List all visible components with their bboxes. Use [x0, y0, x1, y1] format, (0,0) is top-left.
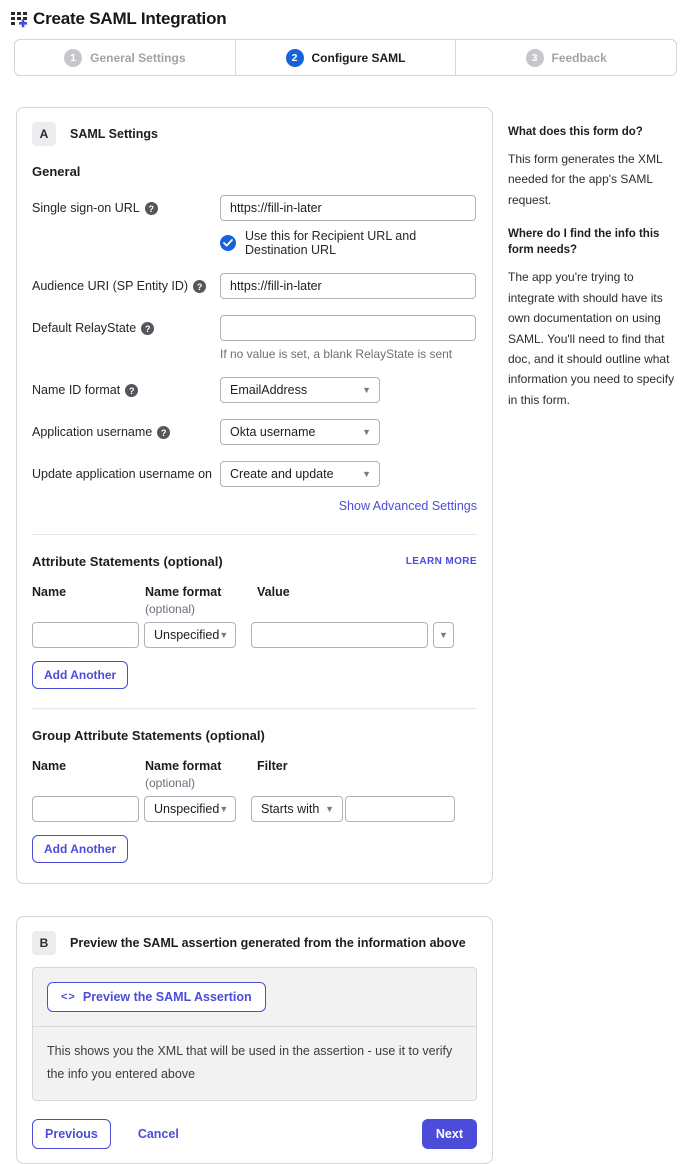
next-button[interactable]: Next	[422, 1119, 477, 1149]
section-a-badge: A	[32, 122, 56, 146]
app-username-help-icon[interactable]: ?	[157, 426, 170, 439]
sso-url-help-icon[interactable]: ?	[145, 202, 158, 215]
cancel-link[interactable]: Cancel	[137, 1127, 179, 1141]
relay-state-help-icon[interactable]: ?	[141, 322, 154, 335]
general-heading: General	[32, 164, 81, 179]
app-username-select[interactable]	[220, 419, 380, 445]
wizard-footer	[32, 1119, 477, 1149]
sso-url-input[interactable]	[220, 195, 476, 221]
app-username-row	[32, 419, 477, 445]
recipient-url-checkbox-label: Use this for Recipient URL and Destination URL	[245, 229, 417, 257]
app-username-value: Okta username	[230, 425, 316, 439]
relay-state-label-wrap	[32, 315, 220, 361]
chevron-down-icon: ▼	[325, 803, 334, 814]
show-advanced-settings-link[interactable]: Show Advanced Settings	[338, 499, 477, 513]
page-title: Create SAML Integration	[33, 9, 227, 28]
preview-button-label: Preview the SAML Assertion	[82, 990, 252, 1004]
learn-more-link[interactable]: LEARN MORE	[405, 556, 477, 567]
group-filter-type-select[interactable]: Starts with ▼	[251, 796, 343, 822]
relay-state-input[interactable]	[220, 315, 476, 341]
sso-url-label-wrap	[32, 195, 220, 257]
recipient-url-checkbox-row	[220, 229, 477, 257]
group-filter-value-input[interactable]	[345, 796, 455, 822]
group-attribute-statement-row	[32, 796, 477, 822]
preview-title: Preview the SAML assertion generated from the information above	[70, 936, 466, 950]
name-id-format-help-icon[interactable]: ?	[125, 384, 138, 397]
wizard-steps	[14, 39, 677, 76]
update-app-username-row	[32, 461, 477, 487]
update-app-username-select[interactable]	[220, 461, 380, 487]
step-1-label: General Settings	[90, 50, 186, 65]
page-header	[0, 0, 691, 36]
recipient-url-checkbox[interactable]	[220, 235, 236, 251]
step-general-settings[interactable]	[15, 40, 235, 75]
attr-value-combo-button[interactable]	[433, 622, 454, 648]
audience-uri-label-wrap	[32, 273, 220, 299]
chevron-down-icon: ▼	[219, 629, 229, 640]
name-id-format-select[interactable]	[220, 377, 380, 403]
col-name: Name	[32, 759, 67, 773]
code-icon: <>	[61, 991, 76, 1003]
step-2-label: Configure SAML	[311, 50, 406, 65]
attribute-columns	[32, 585, 477, 616]
group-attribute-columns	[32, 759, 477, 790]
chevron-down-icon: ▼	[362, 468, 371, 479]
group-add-another-button[interactable]: Add Another	[32, 835, 128, 863]
previous-button[interactable]: Previous	[32, 1119, 111, 1149]
chevron-down-icon: ▼	[439, 629, 448, 640]
app-username-label: Application username	[32, 425, 153, 439]
name-id-format-value: EmailAddress	[230, 383, 308, 397]
attribute-statement-row	[32, 622, 477, 648]
help-answer-1: This form generates the XML needed for the app's SAML request.	[508, 152, 663, 207]
saml-settings-title: SAML Settings	[70, 127, 158, 141]
preview-card	[16, 916, 493, 1164]
group-attribute-statements-title: Group Attribute Statements (optional)	[32, 728, 265, 743]
update-app-username-label: Update application username on	[32, 467, 212, 481]
help-answer-2: The app you're trying to integrate with should have its own documentation on using SAML. You'll need to find that doc, and it should outline what information you need to specify in this form.	[508, 270, 675, 407]
audience-uri-help-icon[interactable]: ?	[193, 280, 206, 293]
col-name-format-optional: (optional)	[145, 776, 196, 790]
col-name-format: Name format (optional)	[145, 585, 257, 616]
relay-state-hint: If no value is set, a blank RelayState is sent	[220, 347, 453, 361]
preview-panel	[32, 967, 477, 1101]
chevron-down-icon: ▼	[362, 384, 371, 395]
attribute-statements-title: Attribute Statements (optional)	[32, 554, 223, 569]
audience-uri-row	[32, 273, 477, 299]
section-divider	[32, 708, 477, 709]
group-name-input[interactable]	[32, 796, 139, 822]
col-filter: Filter	[257, 759, 288, 773]
step-3-circle: 3	[526, 49, 544, 67]
name-id-format-label-wrap	[32, 377, 220, 403]
col-name-format: Name format (optional)	[145, 759, 257, 790]
relay-state-label: Default RelayState	[32, 321, 137, 335]
update-app-username-value: Create and update	[230, 467, 334, 481]
sso-url-row	[32, 195, 477, 257]
audience-uri-label: Audience URI (SP Entity ID)	[32, 279, 189, 293]
col-value: Value	[257, 585, 290, 599]
app-grid-plus-icon	[10, 9, 30, 29]
name-id-format-label: Name ID format	[32, 383, 121, 397]
attr-name-input[interactable]	[32, 622, 139, 648]
attr-name-format-select[interactable]: Unspecified ▼	[144, 622, 236, 648]
attr-add-another-button[interactable]: Add Another	[32, 661, 128, 689]
chevron-down-icon: ▼	[362, 426, 371, 437]
sso-url-label: Single sign-on URL	[32, 201, 140, 215]
attr-value-input[interactable]	[251, 622, 428, 648]
preview-description: This shows you the XML that will be used in the assertion - use it to verify the info you entered above	[47, 1044, 453, 1081]
step-1-circle: 1	[64, 49, 82, 67]
group-name-format-select[interactable]: Unspecified ▼	[144, 796, 236, 822]
step-feedback[interactable]	[455, 40, 676, 75]
col-name-format-optional: (optional)	[145, 602, 196, 616]
preview-saml-assertion-button[interactable]	[47, 982, 266, 1012]
relay-state-row	[32, 315, 477, 361]
step-3-label: Feedback	[551, 50, 607, 65]
step-configure-saml[interactable]	[235, 40, 456, 75]
help-question-1: What does this form do?	[508, 126, 643, 138]
chevron-down-icon: ▼	[219, 803, 229, 814]
audience-uri-input[interactable]	[220, 273, 476, 299]
step-2-circle: 2	[286, 49, 304, 67]
name-id-format-row	[32, 377, 477, 403]
saml-settings-card	[16, 107, 493, 884]
help-panel	[508, 107, 683, 426]
app-username-label-wrap	[32, 419, 220, 445]
help-question-2: Where do I find the info this form needs?	[508, 228, 660, 257]
section-b-badge: B	[32, 931, 56, 955]
col-name: Name	[32, 585, 67, 599]
section-divider	[32, 534, 477, 535]
update-app-username-label-wrap	[32, 461, 220, 487]
